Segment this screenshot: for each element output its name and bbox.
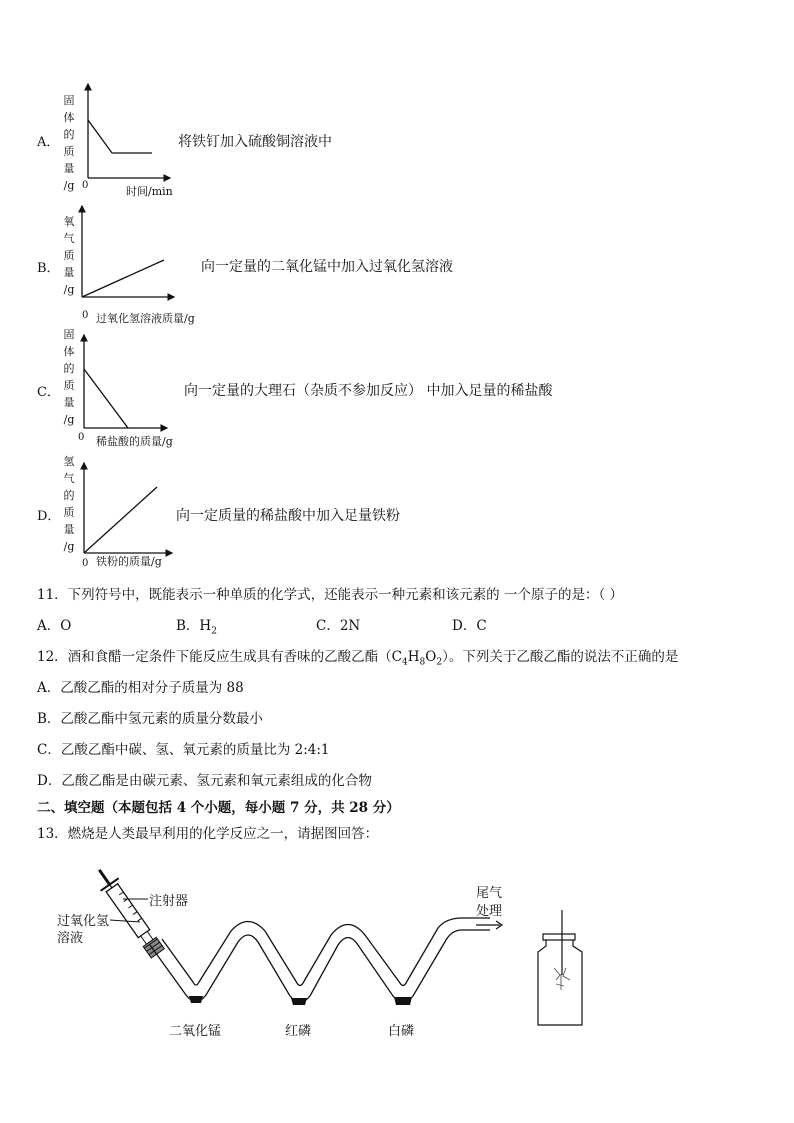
question-12-stem: 12．酒和食醋一定条件下能反应生成具有香味的乙酸乙酯$(C_4H_8O_2)$。下列关于乙酸乙酯的说法不正确的是 — [37, 649, 679, 668]
y-axis-label: 固 体 的 质 量 /g — [63, 94, 75, 192]
option-letter: C． — [37, 385, 60, 400]
h2o2-label-line1: 过氧化氢 — [57, 914, 110, 929]
option-letter: D． — [37, 509, 61, 524]
y-axis-label: 固 体 的 质 量 /g — [63, 328, 75, 426]
x-axis-label: 时间/min — [126, 185, 173, 198]
origin-label: 0 — [78, 432, 85, 443]
section-2-heading: 二、填空题（本题包括 4 个小题，每小题 7 分，共 28 分） — [37, 800, 400, 816]
manganese-dioxide — [189, 996, 203, 1003]
x-axis-label: 稀盐酸的质量/g — [96, 435, 173, 448]
tube-outer-wall — [150, 930, 490, 1002]
option-description: 向一定量的二氧化锰中加入过氧化氢溶液 — [201, 259, 453, 275]
q12-option-c: C．乙酸乙酯中碳、氢、氧元素的质量比为 2:4:1 — [37, 742, 330, 758]
option-description: 向一定质量的稀盐酸中加入足量铁粉 — [176, 508, 400, 524]
syringe-label: 注射器 — [149, 894, 189, 909]
option-letter: A． — [37, 135, 60, 150]
q12-option-d: D．乙酸乙酯是由碳元素、氢元素和氧元素组成的化合物 — [37, 773, 372, 789]
q12-option-a: A．乙酸乙酯的相对分子质量为 88 — [37, 680, 244, 696]
q11-option-b: B．$H_2$ — [176, 618, 217, 637]
q11-option-a: A．O — [37, 618, 72, 634]
gas-bottle-icon — [538, 910, 582, 1025]
tube-inner-wall — [162, 918, 490, 986]
q11-option-d: D．C — [452, 618, 487, 634]
question-13-stem: 13．燃烧是人类最早利用的化学反应之一，请据图回答： — [37, 826, 379, 842]
y-axis-label: 氧 气 质 量 /g — [63, 215, 75, 296]
white-phosphorus — [394, 997, 412, 1005]
red-phosphorus-label: 红磷 — [285, 1024, 312, 1039]
tail-gas-label-line2: 处理 — [476, 904, 503, 919]
x-axis-label: 过氧化氢溶液质量/g — [96, 312, 195, 325]
mno2-label: 二氧化锰 — [169, 1024, 222, 1039]
option-letter: B． — [37, 261, 60, 276]
x-axis-label: 铁粉的质量/g — [96, 555, 162, 568]
question-11-stem: 11．下列符号中，既能表示一种单质的化学式，还能表示一种元素和该元素的 一个原子的是：（ ） — [37, 587, 624, 603]
h2o2-label-line2: 溶液 — [57, 931, 84, 946]
origin-label: 0 — [82, 558, 89, 569]
red-phosphorus — [291, 998, 307, 1005]
white-phosphorus-label: 白磷 — [388, 1024, 415, 1039]
tail-gas-label-line1: 尾气 — [476, 886, 503, 901]
origin-label: 0 — [82, 310, 89, 321]
q11-option-c: C．2N — [316, 618, 361, 634]
y-axis-label: 氢 气 的 质 量 /g — [63, 455, 75, 553]
option-description: 将铁钉加入硫酸铜溶液中 — [178, 134, 332, 150]
origin-label: 0 — [82, 180, 89, 191]
q12-option-b: B．乙酸乙酯中氢元素的质量分数最小 — [37, 711, 263, 727]
option-description: 向一定量的大理石（杂质不参加反应） 中加入足量的稀盐酸 — [184, 383, 553, 399]
